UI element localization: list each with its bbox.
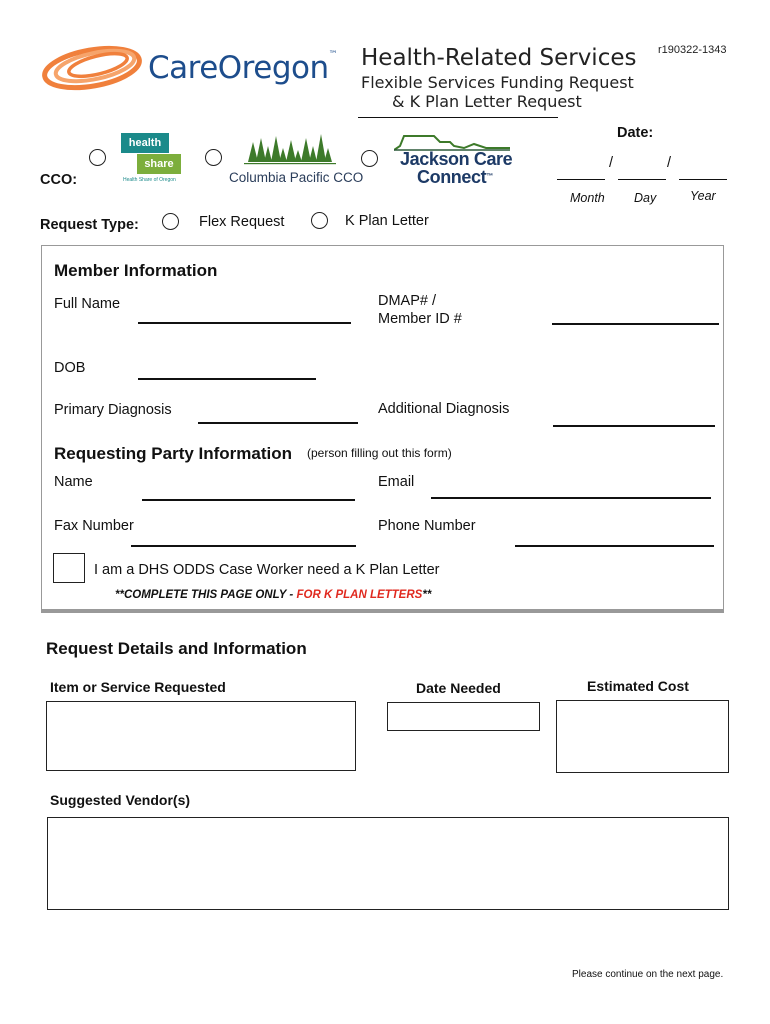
flex-request-label: Flex Request	[199, 214, 285, 230]
flex-request-radio[interactable]	[162, 213, 179, 230]
odds-case-worker-checkbox[interactable]	[53, 553, 85, 583]
columbia-logo-text: Columbia Pacific CCO	[229, 170, 364, 185]
jackson-line2: Connect™	[417, 167, 493, 187]
phone-label: Phone Number	[378, 518, 476, 534]
requesting-heading: Requesting Party Information	[54, 444, 293, 463]
date-day-field[interactable]	[618, 179, 666, 180]
email-label: Email	[378, 474, 415, 490]
estimated-cost-field[interactable]	[556, 700, 729, 773]
details-heading: Request Details and Information	[46, 639, 307, 658]
date-month-label: Month	[570, 191, 605, 205]
fax-field[interactable]	[131, 545, 356, 547]
date-year-label: Year	[690, 189, 716, 203]
requesting-note: (person filling out this form)	[307, 446, 452, 460]
email-field[interactable]	[431, 497, 711, 499]
careoregon-logo-text: CareOregon™	[148, 50, 338, 86]
healthshare-bottom: share	[137, 154, 181, 174]
jackson-logo-text	[400, 150, 512, 186]
name-label: Name	[54, 474, 93, 490]
form-subtitle-1: Flexible Services Funding Request	[361, 73, 634, 92]
cco-columbia-radio[interactable]	[205, 149, 222, 166]
dmap-label-2: Member ID #	[378, 311, 462, 327]
dmap-label-1: DMAP# /	[378, 293, 437, 309]
healthshare-top: health	[121, 133, 169, 153]
form-title: Health-Related Services	[361, 45, 637, 71]
date-separator-1: /	[609, 155, 614, 171]
cco-jackson-radio[interactable]	[361, 150, 378, 167]
k-plan-letter-label: K Plan Letter	[345, 213, 429, 229]
additional-dx-label: Additional Diagnosis	[378, 401, 510, 417]
complete-page-note: **COMPLETE THIS PAGE ONLY - FOR K PLAN LETTERS**	[115, 589, 432, 601]
date-needed-label: Date Needed	[416, 680, 501, 696]
date-needed-field[interactable]	[387, 702, 540, 731]
careoregon-swirl-logo	[40, 40, 150, 96]
jackson-line1: Jackson Care	[400, 149, 513, 169]
request-type-label: Request Type:	[40, 217, 139, 233]
name-field[interactable]	[142, 499, 355, 501]
date-month-field[interactable]	[557, 179, 605, 180]
title-underline	[358, 117, 558, 118]
dob-label: DOB	[54, 360, 86, 376]
date-separator-2: /	[667, 155, 672, 171]
vendor-field[interactable]	[47, 817, 729, 910]
item-service-field[interactable]	[46, 701, 356, 771]
additional-dx-field[interactable]	[553, 425, 715, 427]
dmap-field[interactable]	[552, 323, 719, 325]
vendor-label: Suggested Vendor(s)	[50, 792, 191, 808]
item-service-label: Item or Service Requested	[50, 679, 226, 695]
primary-dx-label: Primary Diagnosis	[54, 402, 172, 418]
date-day-label: Day	[634, 191, 657, 205]
member-heading: Member Information	[54, 261, 218, 280]
primary-dx-field[interactable]	[198, 422, 358, 424]
estimated-cost-label: Estimated Cost	[587, 678, 689, 694]
full-name-field[interactable]	[138, 322, 351, 324]
dob-field[interactable]	[138, 378, 316, 380]
odds-case-worker-label: I am a DHS ODDS Case Worker need a K Plan Letter	[94, 562, 440, 578]
k-plan-letter-radio[interactable]	[311, 212, 328, 229]
healthshare-caption: Health Share of Oregon	[123, 177, 176, 183]
full-name-label: Full Name	[54, 296, 121, 312]
phone-field[interactable]	[515, 545, 714, 547]
fax-label: Fax Number	[54, 518, 134, 534]
date-label: Date:	[617, 125, 654, 141]
cco-label: CCO:	[40, 172, 78, 188]
date-year-field[interactable]	[679, 179, 727, 180]
cco-healthshare-radio[interactable]	[89, 149, 106, 166]
form-id: r190322-1343	[658, 44, 727, 56]
columbia-trees-icon	[244, 132, 336, 166]
healthshare-logo	[121, 133, 185, 185]
continue-note: Please continue on the next page.	[572, 969, 724, 980]
form-subtitle-2: & K Plan Letter Request	[392, 92, 582, 111]
